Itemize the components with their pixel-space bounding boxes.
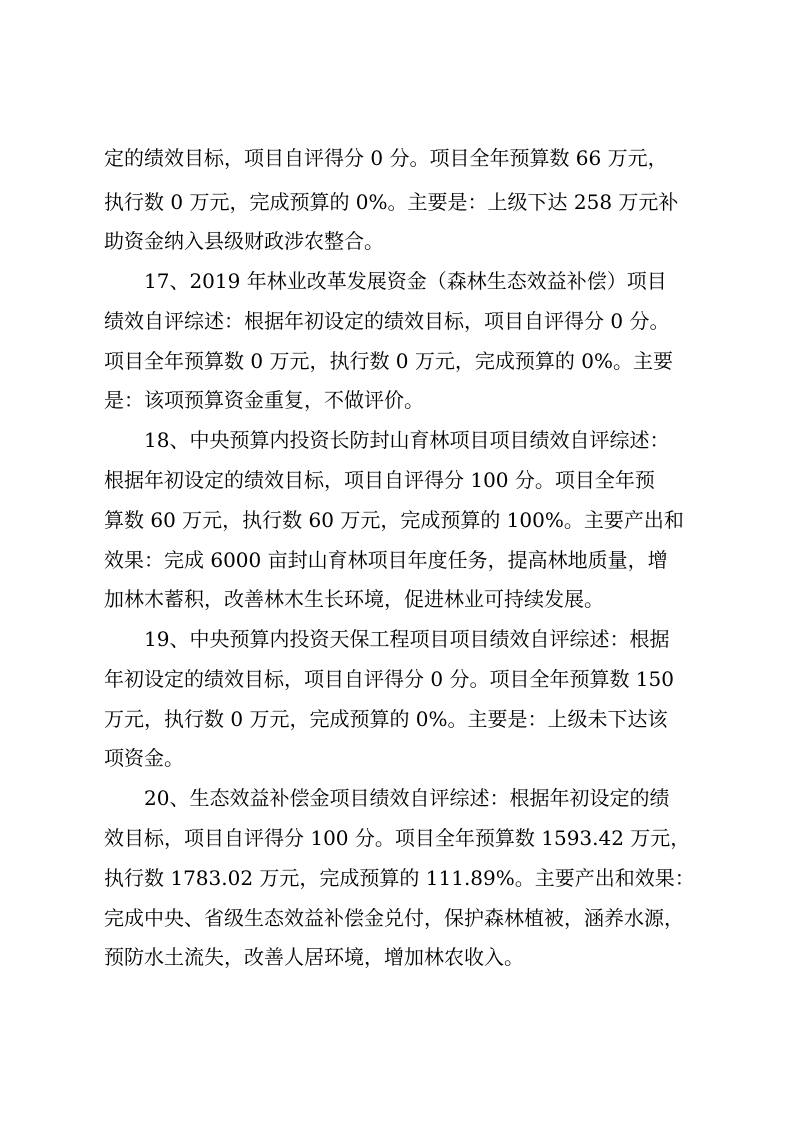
text-line: 是：该项预算资金重复，不做评价。 (104, 388, 424, 412)
text-line: 项目全年预算数 0 万元，执行数 0 万元，完成预算的 0%。主要 (104, 349, 673, 373)
paragraph-18-first-line: 18、中央预算内投资长防封山育林项目项目绩效自评综述： (144, 428, 670, 452)
text-line: 效果：完成 6000 亩封山育林项目年度任务，提高林地质量，增 (104, 548, 668, 572)
paragraph-20-first-line: 20、生态效益补偿金项目绩效自评综述：根据年初设定的绩 (144, 786, 670, 810)
text-line: 定的绩效目标，项目自评得分 0 分。项目全年预算数 66 万元， (104, 146, 668, 170)
text-line: 根据年初设定的绩效目标，项目自评得分 100 分。项目全年预 (104, 468, 655, 492)
text-line: 执行数 0 万元，完成预算的 0%。主要是：上级下达 258 万元补 (104, 190, 679, 214)
paragraph-19-first-line: 19、中央预算内投资天保工程项目项目绩效自评综述：根据 (144, 627, 670, 651)
paragraph-17-first-line: 17、2019 年林业改革发展资金（森林生态效益补偿）项目 (144, 269, 667, 293)
text-line: 助资金纳入县级财政涉农整合。 (104, 229, 384, 253)
text-line: 年初设定的绩效目标，项目自评得分 0 分。项目全年预算数 150 (104, 667, 674, 691)
text-line: 算数 60 万元，执行数 60 万元，完成预算的 100%。主要产出和 (104, 508, 684, 532)
text-line: 万元，执行数 0 万元，完成预算的 0%。主要是：上级未下达该 (104, 707, 668, 731)
text-line: 加林木蓄积，改善林木生长环境，促进林业可持续发展。 (104, 587, 604, 611)
text-line: 项资金。 (104, 746, 184, 770)
text-line: 预防水土流失，改善人居环境，增加林农收入。 (104, 945, 524, 969)
text-line: 效目标，项目自评得分 100 分。项目全年预算数 1593.42 万元， (104, 826, 691, 850)
text-line: 完成中央、省级生态效益补偿金兑付，保护森林植被，涵养水源， (104, 906, 684, 930)
text-line: 绩效自评综述：根据年初设定的绩效目标，项目自评得分 0 分。 (104, 309, 670, 333)
text-line: 执行数 1783.02 万元，完成预算的 111.89%。主要产出和效果： (104, 866, 695, 890)
